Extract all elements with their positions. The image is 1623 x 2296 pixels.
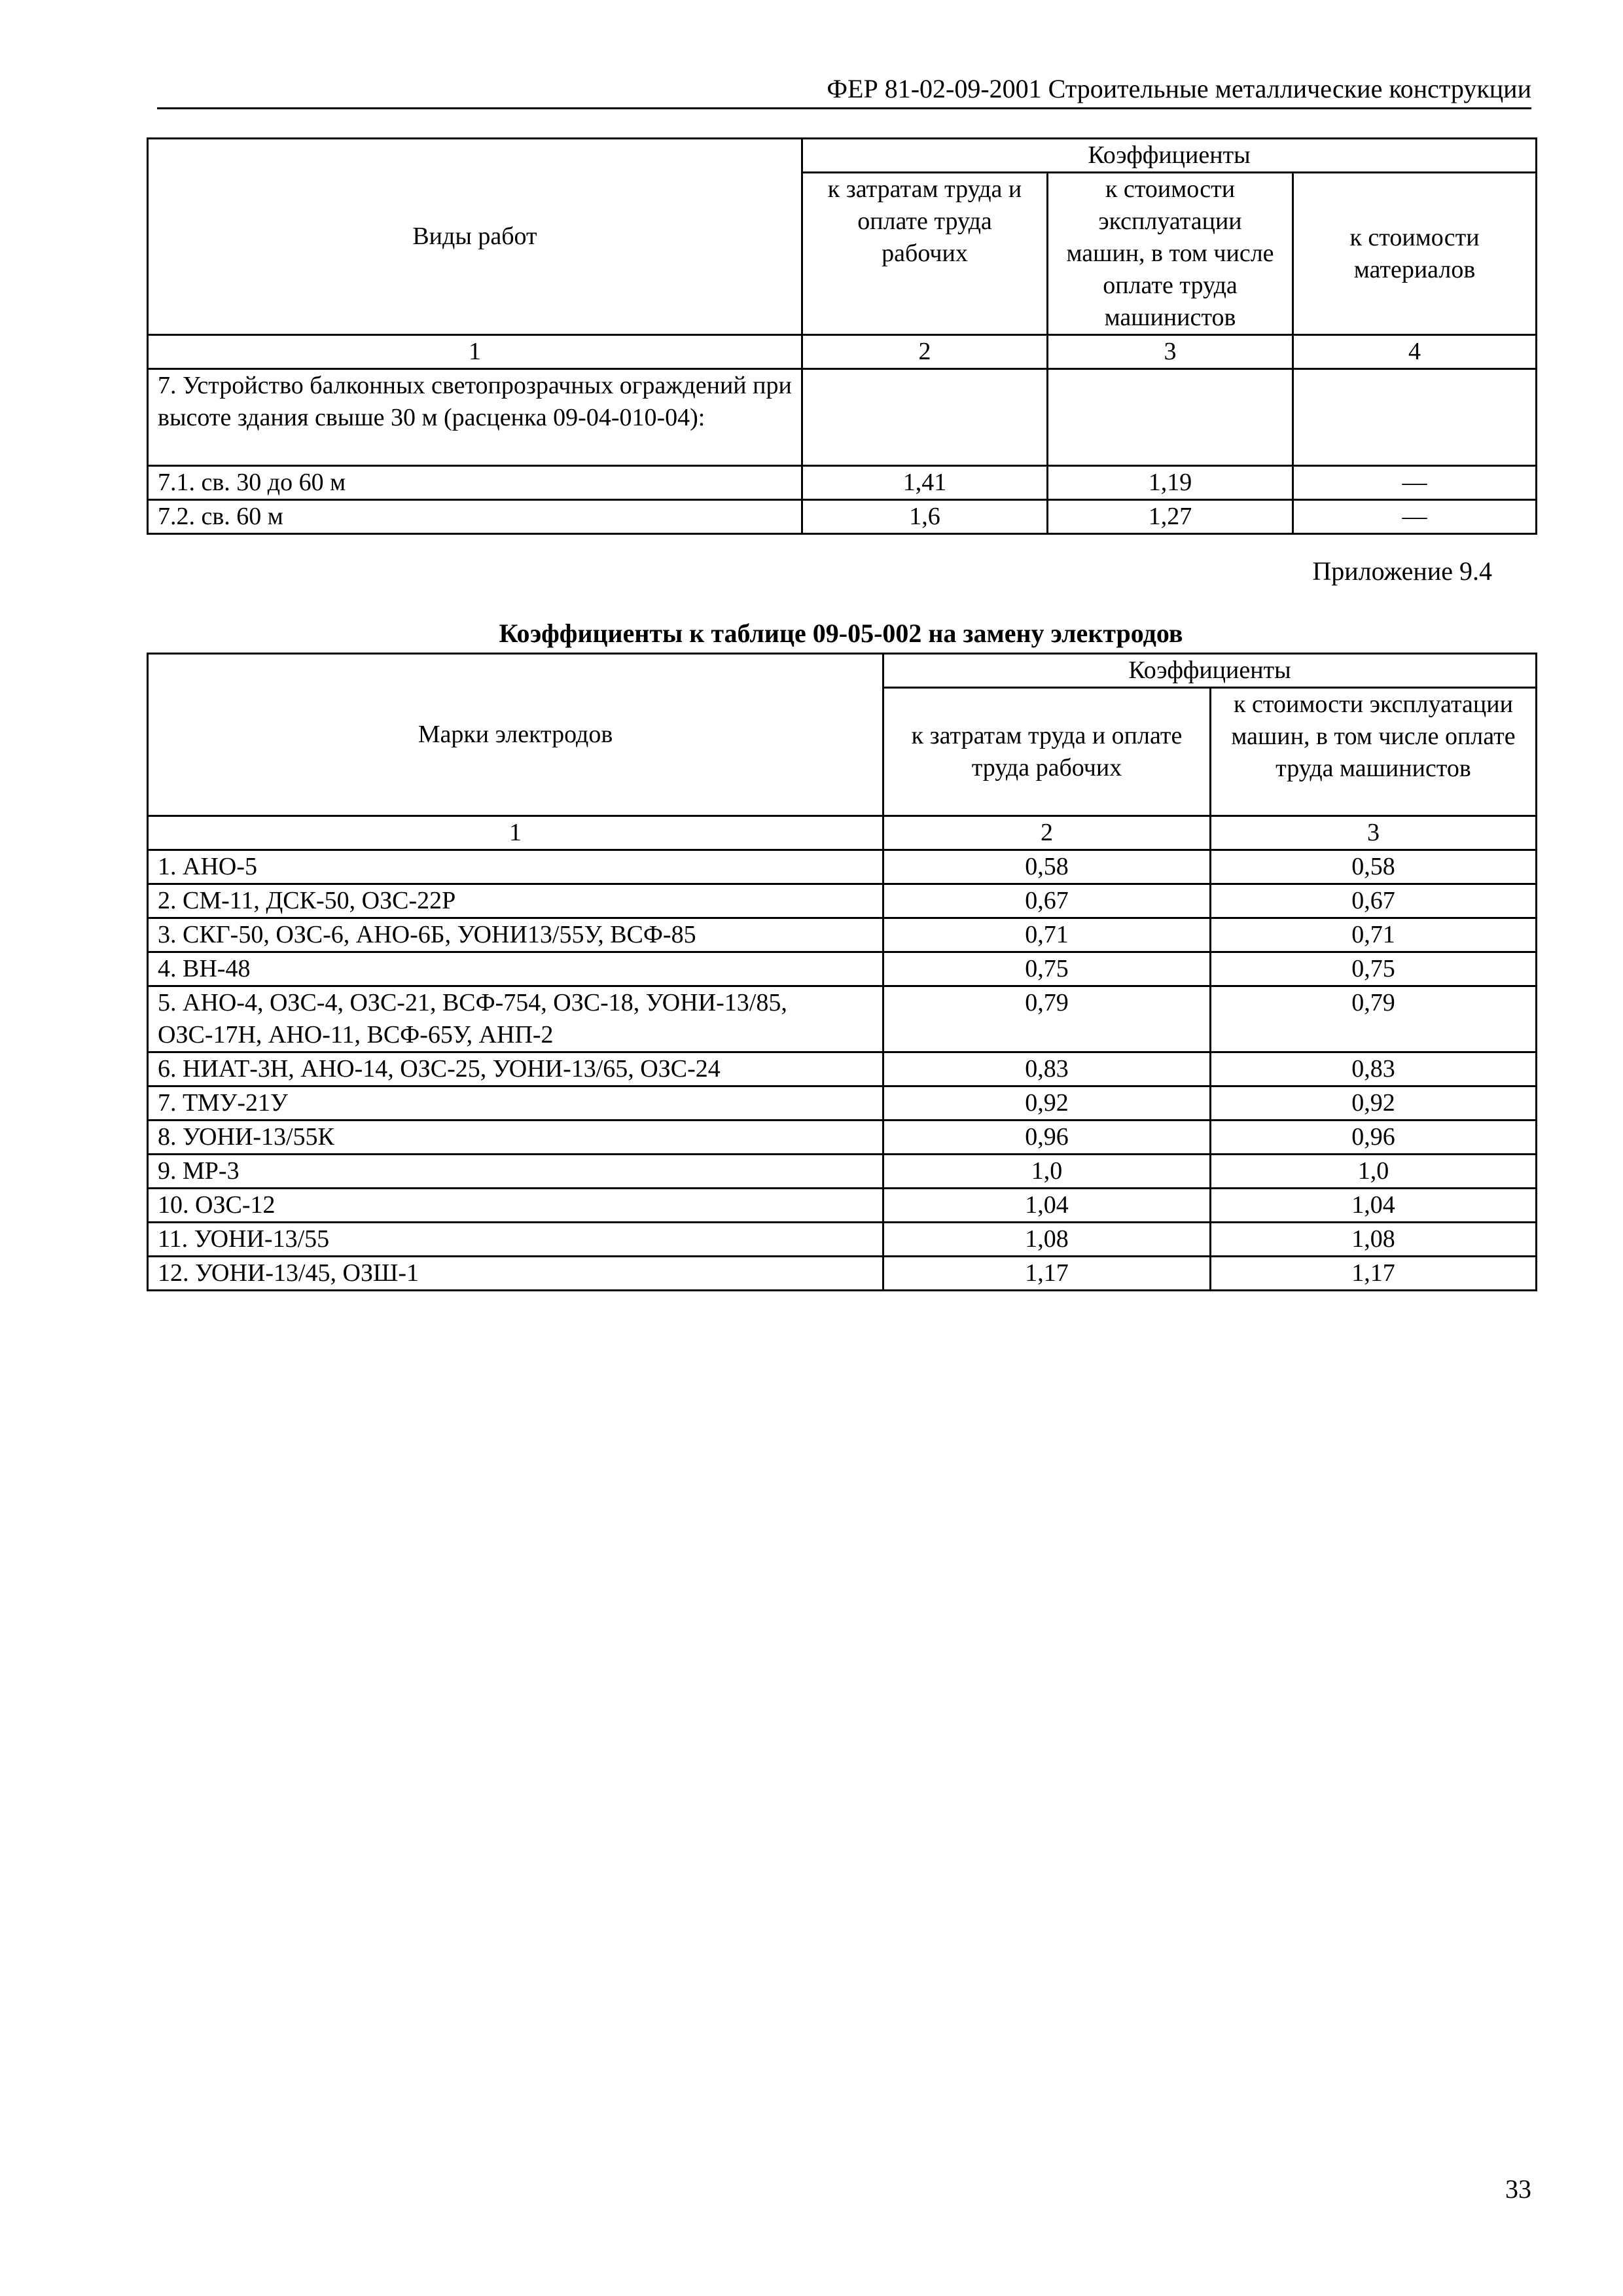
row-labor: 0,75 <box>883 952 1211 986</box>
row-labor: 0,83 <box>883 1052 1211 1086</box>
table-row <box>148 1086 1537 1121</box>
row-name: 7.2. св. 60 м <box>148 500 802 534</box>
row-machines: 0,71 <box>1211 918 1537 952</box>
header-machines: к стоимости эксплуатации машин, в том числе оплате труда машинистов <box>1048 173 1293 335</box>
row-name: 6. НИАТ-3Н, АНО-14, ОЗС-25, УОНИ-13/65, ОЗС-24 <box>148 1052 883 1086</box>
row-machines: 1,04 <box>1211 1189 1537 1223</box>
header-coefficients: Коэффициенты <box>802 139 1537 173</box>
row-name: 7.1. св. 30 до 60 м <box>148 466 802 500</box>
table-row <box>148 466 1537 500</box>
col-number: 1 <box>148 816 883 850</box>
coefficients-table-electrodes <box>147 653 1537 1291</box>
row-name: 9. МР-3 <box>148 1155 883 1189</box>
row-machines: 1,08 <box>1211 1223 1537 1257</box>
header-coefficients: Коэффициенты <box>883 654 1537 688</box>
row-machines: 0,75 <box>1211 952 1537 986</box>
table-row <box>148 1155 1537 1189</box>
table-row <box>148 918 1537 952</box>
header-labor: к затратам труда и оплате труда рабочих <box>802 173 1048 335</box>
row-materials: — <box>1293 466 1537 500</box>
table-row <box>148 1052 1537 1086</box>
row-labor: 1,08 <box>883 1223 1211 1257</box>
row-name: 8. УОНИ-13/55К <box>148 1121 883 1155</box>
row-labor: 0,79 <box>883 986 1211 1052</box>
table-row <box>148 1189 1537 1223</box>
col-number: 1 <box>148 335 802 369</box>
row-labor: 1,41 <box>802 466 1048 500</box>
running-header: ФЕР 81-02-09-2001 Строительные металлические конструкции <box>827 74 1531 103</box>
row-name: 2. СМ-11, ДСК-50, ОЗС-22Р <box>148 884 883 918</box>
row-machines: 0,67 <box>1211 884 1537 918</box>
table-row <box>148 1121 1537 1155</box>
row-machines: 0,79 <box>1211 986 1537 1052</box>
table-row <box>148 884 1537 918</box>
row-name: 10. ОЗС-12 <box>148 1189 883 1223</box>
table-row <box>148 369 1537 466</box>
row-name: 5. АНО-4, ОЗС-4, ОЗС-21, ВСФ-754, ОЗС-18, УОНИ-13/85, ОЗС-17Н, АНО-11, ВСФ-65У, АНП-2 <box>148 986 883 1052</box>
row-machines <box>1048 369 1293 466</box>
row-labor: 1,0 <box>883 1155 1211 1189</box>
row-machines: 0,58 <box>1211 850 1537 884</box>
row-machines: 0,96 <box>1211 1121 1537 1155</box>
col-number: 2 <box>883 816 1211 850</box>
row-labor: 1,6 <box>802 500 1048 534</box>
row-labor <box>802 369 1048 466</box>
col-number: 2 <box>802 335 1048 369</box>
table-row <box>148 1223 1537 1257</box>
row-name: 12. УОНИ-13/45, ОЗШ-1 <box>148 1257 883 1291</box>
col-number: 3 <box>1211 816 1537 850</box>
header-rule <box>157 107 1531 109</box>
coefficients-table-balcony <box>147 137 1537 535</box>
page-number: 33 <box>1505 2174 1531 2204</box>
row-labor: 0,58 <box>883 850 1211 884</box>
row-machines: 0,83 <box>1211 1052 1537 1086</box>
row-name: 4. ВН-48 <box>148 952 883 986</box>
row-name: 11. УОНИ-13/55 <box>148 1223 883 1257</box>
header-labor: к затратам труда и оплате труда рабочих <box>883 688 1211 816</box>
header-machines: к стоимости эксплуатации машин, в том числе оплате труда машинистов <box>1211 688 1537 816</box>
col-number: 4 <box>1293 335 1537 369</box>
table-row <box>148 1257 1537 1291</box>
table-row <box>148 952 1537 986</box>
header-electrode-brands: Марки электродов <box>148 654 883 816</box>
row-materials <box>1293 369 1537 466</box>
row-labor: 1,17 <box>883 1257 1211 1291</box>
table-title: Коэффициенты к таблице 09-05-002 на замену электродов <box>499 619 1183 648</box>
row-labor: 0,71 <box>883 918 1211 952</box>
row-materials: — <box>1293 500 1537 534</box>
table-row <box>148 850 1537 884</box>
row-labor: 0,92 <box>883 1086 1211 1121</box>
row-name: 1. АНО-5 <box>148 850 883 884</box>
header-materials: к стоимости материалов <box>1293 173 1537 335</box>
row-machines: 1,17 <box>1211 1257 1537 1291</box>
row-machines: 1,27 <box>1048 500 1293 534</box>
header-work-types: Виды работ <box>148 139 802 335</box>
row-name: 7. ТМУ-21У <box>148 1086 883 1121</box>
row-name: 3. СКГ-50, ОЗС-6, АНО-6Б, УОНИ13/55У, ВСФ-85 <box>148 918 883 952</box>
row-labor: 0,96 <box>883 1121 1211 1155</box>
row-machines: 0,92 <box>1211 1086 1537 1121</box>
row-labor: 0,67 <box>883 884 1211 918</box>
row-name: 7. Устройство балконных светопрозрачных ограждений при высоте здания свыше 30 м (расценка 09-04-010-04): <box>148 369 802 466</box>
col-number: 3 <box>1048 335 1293 369</box>
table-row <box>148 500 1537 534</box>
appendix-label: Приложение 9.4 <box>1312 556 1492 586</box>
row-machines: 1,0 <box>1211 1155 1537 1189</box>
row-machines: 1,19 <box>1048 466 1293 500</box>
table-row <box>148 986 1537 1052</box>
row-labor: 1,04 <box>883 1189 1211 1223</box>
